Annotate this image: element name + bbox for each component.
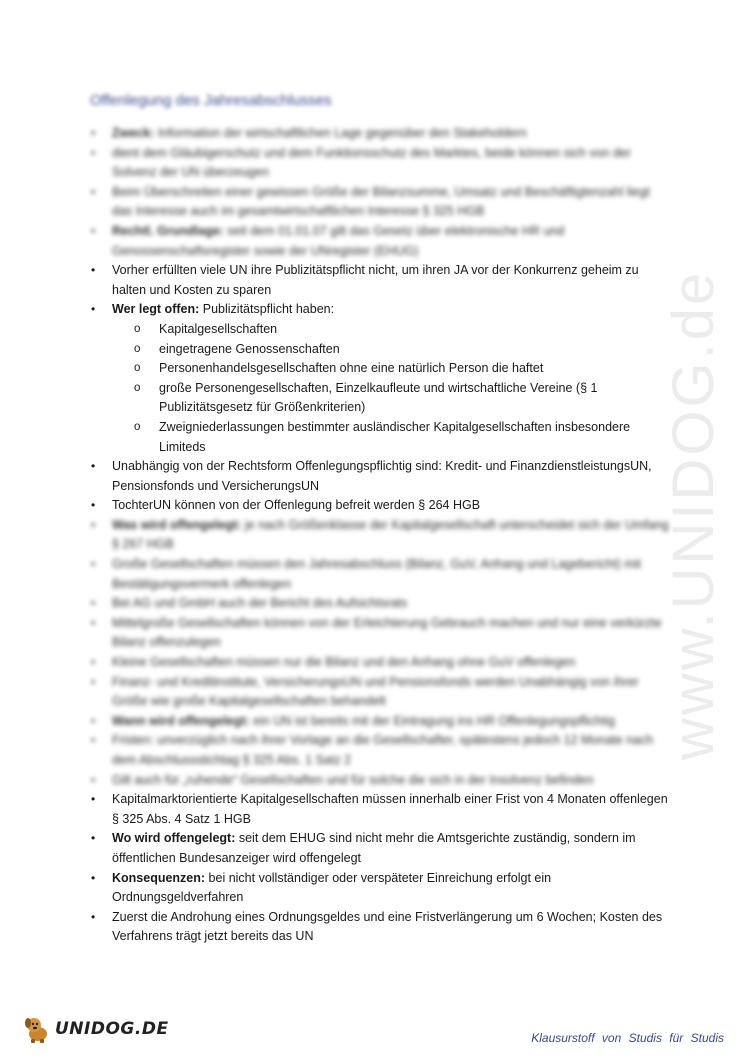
list-item: • Große Gesellschaften müssen den Jahresabschluss (Bilanz, GuV, Anhang und Lagebericht) mit Bestätigungsvermerk offenlegen xyxy=(90,555,670,594)
list-item: • Was wird offengelegt: je nach Größenklasse der Kapitalgesellschaft unterscheidet sich der Umfang § 267 HGB xyxy=(90,516,670,555)
sub-list-item: o große Personengesellschaften, Einzelkaufleute und wirtschaftliche Vereine (§ 1 Publizitätsgesetz für Größenkriterien) xyxy=(112,379,670,418)
list-item: • Beim Überschreiten einer gewissen Größe der Bilanzsumme, Umsatz und Beschäftigtenzahl liegt das Interesse auch im gesamtwirtschaftlichen Interesse § 325 HGB xyxy=(90,183,670,222)
logo xyxy=(22,1014,169,1044)
sub-list-item: o Kapitalgesellschaften xyxy=(112,320,670,340)
page-title: Offenlegung des Jahresabschlusses xyxy=(90,92,332,109)
sub-list-item: o eingetragene Genossenschaften xyxy=(112,340,670,360)
list-item: • Bei AG und GmbH auch der Bericht des Aufsichtsrats xyxy=(90,594,670,614)
list-item: • Zuerst die Androhung eines Ordnungsgeldes und eine Fristverlängerung um 6 Wochen; Kosten des Verfahrens trägt jetzt bereits das UN xyxy=(90,908,670,947)
list-item: • Mittelgroße Gesellschaften können von der Erleichterung Gebrauch machen und nur eine verkürzte Bilanz offenzulegen xyxy=(90,614,670,653)
sub-list-item: o Personenhandelsgesellschaften ohne eine natürlich Person die haftet xyxy=(112,359,670,379)
sub-list-item: o Zweigniederlassungen bestimmter ausländischer Kapitalgesellschaften insbesondere Limiteds xyxy=(112,418,670,457)
list-item: • Kleine Gesellschaften müssen nur die Bilanz und den Anhang ohne GuV offenlegen xyxy=(90,653,670,673)
list-item: • Vorher erfüllten viele UN ihre Publizitätspflicht nicht, um ihren JA vor der Konkurrenz geheim zu halten und Kosten zu sparen xyxy=(90,261,670,300)
list-item: • Zweck: Information der wirtschaftlichen Lage gegenüber den Stakeholdern xyxy=(90,124,670,144)
list-item: • Rechtl. Grundlage: seit dem 01.01.07 gilt das Gesetz über elektronische HR und Genossenschaftsregister sowie der UNregister (EHUG) xyxy=(90,222,670,261)
list-item: • Konsequenzen: bei nicht vollständiger oder verspäteter Einreichung erfolgt ein Ordnungsgeldverfahren xyxy=(90,869,670,908)
list-item: • dient dem Gläubigerschutz und dem Funktionsschutz des Marktes, beide können sich von der Solvenz der UN überzeugen xyxy=(90,144,670,183)
watermark: www.UNIDOG.de xyxy=(661,269,726,760)
list-item: • Wo wird offengelegt: seit dem EHUG sind nicht mehr die Amtsgerichte zuständig, sondern im öffentlichen Bundesanzeiger wird offengelegt xyxy=(90,829,670,868)
bullet-list xyxy=(90,124,670,947)
list-item: • Unabhängig von der Rechtsform Offenlegungspflichtig sind: Kredit- und FinanzdienstleistungsUN, Pensionsfonds und VersicherungsUN xyxy=(90,457,670,496)
list-item: • Kapitalmarktorientierte Kapitalgesellschaften müssen innerhalb einer Frist von 4 Monaten offenlegen § 325 Abs. 4 Satz 1 HGB xyxy=(90,790,670,829)
list-item: • Finanz- und Kreditinstitute, VersicherungsUN und Pensionsfonds werden Unabhängig von ihrer Größe wie große Kapitalgesellschaften behandelt xyxy=(90,673,670,712)
footer-text: Klausurstoff von Studis für Studis xyxy=(531,1031,724,1045)
dog-logo-icon xyxy=(22,1014,52,1044)
sub-list xyxy=(112,320,670,457)
list-item: • TochterUN können von der Offenlegung befreit werden § 264 HGB xyxy=(90,496,670,516)
list-item: • Gilt auch für „ruhende“ Gesellschaften und für solche die sich in der Insolvenz befinden xyxy=(90,771,670,791)
logo-text: UNIDOG.DE xyxy=(55,1019,169,1039)
list-item: • Wann wird offengelegt: ein UN ist bereits mit der Eintragung ins HR Offenlegungspflichtig xyxy=(90,712,670,732)
list-item: • Wer legt offen: Publizitätspflicht haben: o Kapitalgesellschaften o eingetragene Genossenschaften o Personenhandelsgesellschaften ohne eine natürlich Person die haftet o große Personengesellschaften, Einzelkaufleute und wirtschaftliche Vereine (§ 1 Publizitätsgesetz für Größenkriterien) o Zweigniederlassungen bestimmter ausländischer Kapitalgesellschaften insbesondere Limiteds xyxy=(90,300,670,457)
list-item: • Fristen: unverzüglich nach ihrer Vorlage an die Gesellschafter, spätestens jedoch 12 Monate nach dem Abschlussstichtag § 325 Abs. 1 Satz 2 xyxy=(90,731,670,770)
